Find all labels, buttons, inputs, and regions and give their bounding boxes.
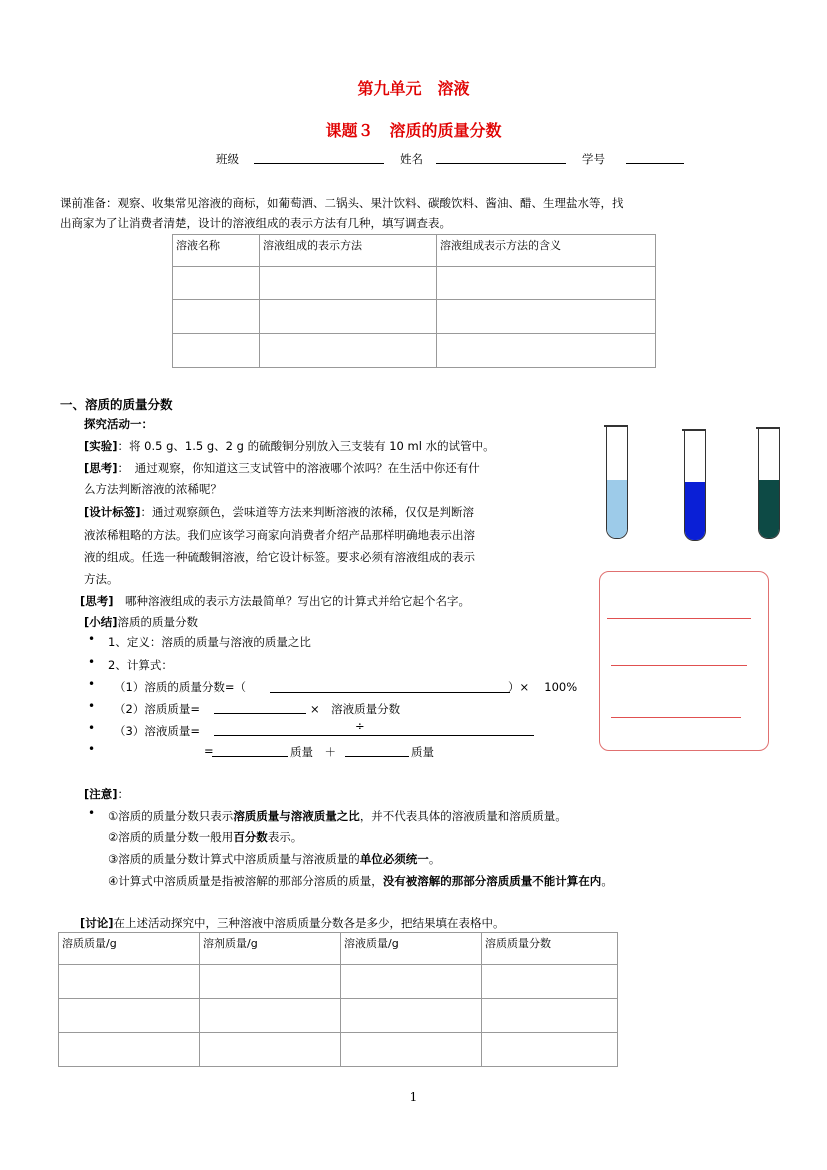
- name-label: 姓名: [400, 152, 423, 166]
- test-tube-light: [606, 427, 628, 539]
- note-4-tail: 。: [601, 874, 613, 888]
- table-cell[interactable]: [482, 999, 618, 1033]
- activity-label: 探究活动一：: [84, 417, 153, 431]
- design-line-1: [84, 504, 474, 520]
- id-label: 学号: [582, 152, 605, 166]
- table-cell[interactable]: [437, 334, 656, 368]
- bullet: •: [88, 721, 96, 735]
- note-2: [108, 829, 302, 845]
- bullet: •: [88, 655, 96, 669]
- class-field[interactable]: [254, 163, 384, 164]
- lesson-title: 课题３ 溶质的质量分数: [325, 121, 502, 140]
- think2-text: 哪种溶液组成的表示方法最简单？写出它的计算式并给它起个名字。: [113, 594, 471, 608]
- note-4-text: ④计算式中溶质质量是指被溶解的那部分溶质的质量，: [108, 874, 383, 888]
- formula-2-right: × 溶液质量分数: [310, 702, 401, 716]
- formula-3-left: （3）溶液质量=: [114, 724, 200, 738]
- table-cell[interactable]: [173, 267, 260, 300]
- id-field[interactable]: [626, 163, 684, 164]
- discussion-tag: [讨论]: [80, 916, 114, 930]
- table-cell[interactable]: [200, 999, 341, 1033]
- design-line-3: 液的组成。任选一种硫酸铜溶液，给它设计标签。要求必须有溶液组成的表示: [84, 550, 475, 564]
- note-3-tail: 。: [428, 852, 441, 866]
- think2-tag: [思考]: [80, 594, 114, 608]
- table-cell[interactable]: [482, 1033, 618, 1067]
- experiment-text: ：将 0.5 g、1.5 g、2 g 的硫酸铜分别放入三支装有 10 ml 水的试管中。: [117, 439, 495, 453]
- survey-header-method: 溶液组成的表示方法: [260, 235, 437, 267]
- formula-4-blank-2[interactable]: [345, 756, 409, 757]
- table-cell[interactable]: [341, 999, 482, 1033]
- summary-text: 溶质的质量分数: [117, 615, 199, 629]
- bullet: •: [88, 632, 96, 646]
- formula-4-equals: =: [204, 744, 214, 758]
- bullet: •: [88, 742, 96, 756]
- class-label: 班级: [216, 152, 239, 166]
- tube-liquid-medium: [685, 482, 705, 540]
- notes-heading: [84, 786, 129, 802]
- formula-heading: 2、计算式：: [108, 658, 173, 672]
- test-tube-dark: [758, 429, 780, 539]
- summary-tag: [小结]: [84, 615, 118, 629]
- results-table: [58, 932, 618, 1067]
- note-4: [108, 873, 613, 889]
- formula-3-blank[interactable]: [214, 735, 534, 736]
- note-1-text: ①溶质的质量分数只表示: [108, 809, 234, 823]
- table-cell[interactable]: [200, 1033, 341, 1067]
- note-4-emphasis: 没有被溶解的那部分溶质质量不能计算在内: [382, 874, 602, 888]
- think-tag: [思考]: [84, 461, 118, 475]
- label-line-1: [607, 618, 751, 619]
- note-3-text: ③溶质的质量分数计算式中溶质质量与溶液质量的: [108, 852, 360, 866]
- think-text: ： 通过观察，你知道这三支试管中的溶液哪个浓吗？在生活中你还有什: [117, 461, 480, 475]
- results-header-solute: 溶质质量/g: [59, 933, 200, 965]
- formula-4-mid: 质量 ＋: [290, 745, 336, 759]
- survey-header-meaning: 溶液组成表示方法的含义: [437, 235, 656, 267]
- note-1-tail: ，并不代表具体的溶液质量和溶质质量。: [359, 809, 567, 823]
- test-tube-medium: [684, 431, 706, 541]
- table-cell[interactable]: [59, 999, 200, 1033]
- notes-tag: [注意]: [84, 787, 118, 801]
- discussion-line: [80, 915, 505, 931]
- table-cell[interactable]: [260, 267, 437, 300]
- design-line-2: 液浓稀粗略的方法。我们应该学习商家向消费者介绍产品那样明确地表示出溶: [84, 528, 475, 542]
- design-line-4: 方法。: [84, 572, 119, 586]
- results-header-solution: 溶液质量/g: [341, 933, 482, 965]
- prep-line-2: 出商家为了让消费者清楚，设计的溶液组成的表示方法有几种，填写调查表。: [60, 216, 451, 230]
- note-3-emphasis: 单位必须统一: [359, 852, 429, 866]
- label-line-3: [611, 717, 741, 718]
- table-cell[interactable]: [341, 1033, 482, 1067]
- think-line-1: [84, 460, 480, 476]
- bullet: •: [88, 699, 96, 713]
- bullet: •: [88, 806, 96, 820]
- table-cell[interactable]: [173, 334, 260, 368]
- design-text: ：通过观察颜色，尝味道等方法来判断溶液的浓稀，仅仅是判断溶: [140, 505, 475, 519]
- think-line-2: 么方法判断溶液的浓稀呢？: [84, 482, 222, 496]
- table-cell[interactable]: [260, 300, 437, 334]
- definition-text: 1、定义：溶质的质量与溶液的质量之比: [108, 635, 311, 649]
- table-cell[interactable]: [437, 267, 656, 300]
- note-2-emphasis: 百分数: [233, 830, 268, 844]
- experiment-tag: [实验]: [84, 439, 118, 453]
- note-1: [108, 808, 567, 824]
- table-cell[interactable]: [59, 965, 200, 999]
- table-cell[interactable]: [59, 1033, 200, 1067]
- results-header-fraction: 溶质质量分数: [482, 933, 618, 965]
- formula-2-blank[interactable]: [214, 713, 306, 714]
- formula-1-right: ）× 100%: [508, 680, 578, 694]
- tube-liquid-dark: [759, 480, 779, 538]
- summary-line: [84, 614, 198, 630]
- think2-line: [80, 593, 470, 609]
- formula-1-blank[interactable]: [270, 692, 510, 693]
- design-tag: [设计标签]: [84, 505, 141, 519]
- bullet: •: [88, 677, 96, 691]
- experiment-line: [84, 438, 495, 454]
- table-cell[interactable]: [200, 965, 341, 999]
- name-field[interactable]: [436, 163, 566, 164]
- formula-2-left: （2）溶质质量=: [114, 702, 200, 716]
- section-heading: 一、溶质的质量分数: [60, 397, 173, 412]
- results-header-solvent: 溶剂质量/g: [200, 933, 341, 965]
- formula-3-divide: ÷: [355, 719, 365, 733]
- table-cell[interactable]: [482, 965, 618, 999]
- label-design-box[interactable]: [599, 571, 769, 751]
- table-cell[interactable]: [341, 965, 482, 999]
- survey-header-name: 溶液名称: [173, 235, 260, 267]
- note-2-text: ②溶质的质量分数一般用: [108, 830, 234, 844]
- note-2-tail: 表示。: [267, 830, 303, 844]
- unit-title: 第九单元 溶液: [357, 79, 470, 98]
- tube-liquid-light: [607, 480, 627, 538]
- table-cell[interactable]: [437, 300, 656, 334]
- discussion-text: 在上述活动探究中，三种溶液中溶质质量分数各是多少，把结果填在表格中。: [113, 916, 505, 930]
- table-cell[interactable]: [173, 300, 260, 334]
- page-number: 1: [409, 1090, 418, 1104]
- label-line-2: [611, 665, 747, 666]
- note-3: [108, 851, 440, 867]
- note-1-emphasis: 溶质质量与溶液质量之比: [233, 809, 360, 823]
- formula-4-blank-1[interactable]: [212, 756, 288, 757]
- table-cell[interactable]: [260, 334, 437, 368]
- prep-line-1: 课前准备：观察、收集常见溶液的商标，如葡萄酒、二锅头、果汁饮料、碳酸饮料、酱油、醋、生理盐水等，找: [60, 196, 624, 210]
- formula-4-right: 质量: [411, 745, 434, 759]
- survey-table: [172, 234, 656, 368]
- notes-colon: ：: [117, 787, 130, 801]
- formula-1-left: （1）溶质的质量分数=（: [114, 680, 246, 694]
